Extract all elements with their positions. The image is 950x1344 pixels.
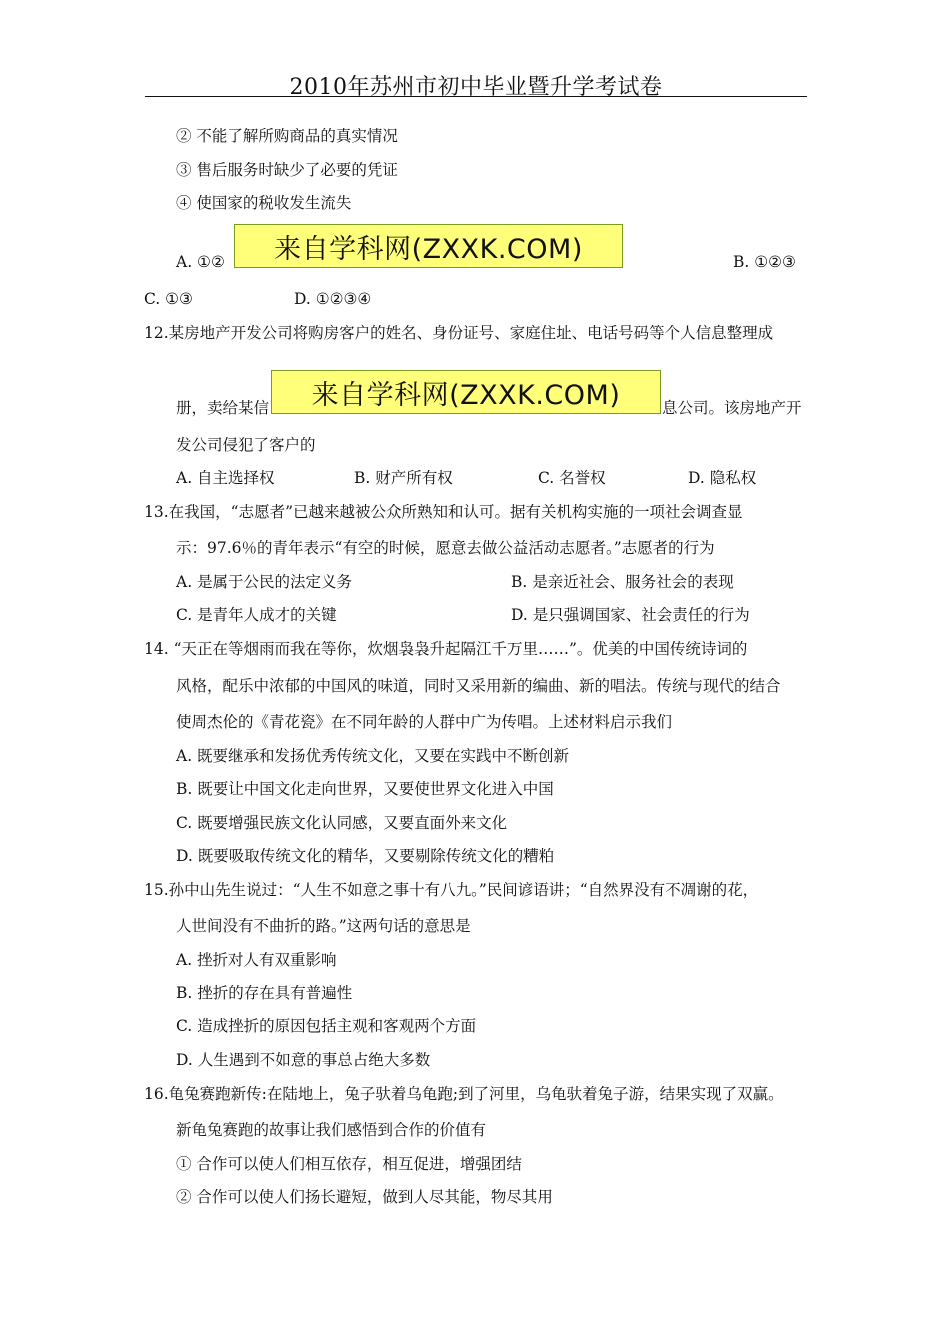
question-text: 息公司。该房地产开 [662,399,802,417]
choice-b: B. 既要让中国文化走向世界，又要使世界文化进入中国 [176,780,554,798]
question-text: 16.龟兔赛跑新传:在陆地上，兔子驮着乌龟跑;到了河里，乌龟驮着兔子游，结果实现了双赢。 [144,1085,784,1103]
choice-c: C. 造成挫折的原因包括主观和客观两个方面 [176,1017,477,1035]
question-text: 使周杰伦的《青花瓷》在不同年龄的人群中广为传唱。上述材料启示我们 [176,713,673,731]
choice-c: C. 是青年人成才的关键 [176,606,337,624]
choice-d: D. 隐私权 [688,469,757,487]
choice-d: D. 既要吸取传统文化的精华，又要剔除传统文化的糟粕 [176,847,555,865]
question-text: 14. “天正在等烟雨而我在等你，炊烟袅袅升起隔江千万里……”。优美的中国传统诗词的 [144,640,748,658]
watermark-banner: 来自学科网(ZXXK.COM) [271,370,661,414]
choice-d: D. 是只强调国家、社会责任的行为 [511,606,750,624]
question-text: 册，卖给某信 [176,399,270,417]
choice-c: C. ①③ [144,290,193,308]
question-text: 发公司侵犯了客户的 [176,436,316,454]
question-text: 12.某房地产开发公司将购房客户的姓名、身份证号、家庭住址、电话号码等个人信息整理成 [144,324,774,342]
question-text: 示：97.6％的青年表示“有空的时候，愿意去做公益活动志愿者。”志愿者的行为 [176,539,715,557]
choice-c: C. 名誉权 [538,469,606,487]
choice-b: B. 是亲近社会、服务社会的表现 [511,573,734,591]
option-line: ② 合作可以使人们扬长避短，做到人尽其能，物尽其用 [176,1188,553,1206]
question-text: 新龟兔赛跑的故事让我们感悟到合作的价值有 [176,1121,487,1139]
choice-b: B. ①②③ [733,253,796,271]
option-line: ② 不能了解所购商品的真实情况 [176,127,398,145]
question-text: 15.孙中山先生说过：“人生不如意之事十有八九。”民间谚语讲；“自然界没有不凋谢的花， [144,881,759,899]
choice-a: A. 是属于公民的法定义务 [176,573,353,591]
choice-d: D. ①②③④ [294,290,372,308]
choice-d: D. 人生遇到不如意的事总占绝大多数 [176,1051,431,1069]
choice-a: A. 自主选择权 [176,469,275,487]
option-line: ① 合作可以使人们相互依存，相互促进，增强团结 [176,1155,522,1173]
header-rule [145,96,807,97]
choice-a: A. 挫折对人有双重影响 [176,951,337,969]
watermark-banner: 来自学科网(ZXXK.COM) [234,224,623,268]
choice-a: A. 既要继承和发扬优秀传统文化，又要在实践中不断创新 [176,747,570,765]
option-line: ③ 售后服务时缺少了必要的凭证 [176,161,398,179]
question-text: 风格，配乐中浓郁的中国风的味道，同时又采用新的编曲、新的唱法。传统与现代的结合 [176,677,781,695]
option-line: ④ 使国家的税收发生流失 [176,194,352,212]
choice-b: B. 财产所有权 [354,469,453,487]
choice-a: A. ①② [176,253,225,271]
choice-b: B. 挫折的存在具有普遍性 [176,984,353,1002]
choice-c: C. 既要增强民族文化认同感，又要直面外来文化 [176,814,508,832]
page-title: 2010年苏州市初中毕业暨升学考试卷 [289,75,663,100]
question-text: 人世间没有不曲折的路。”这两句话的意思是 [176,917,471,935]
question-text: 13.在我国，“志愿者”已越来越被公众所熟知和认可。据有关机构实施的一项社会调查显 [144,503,743,521]
